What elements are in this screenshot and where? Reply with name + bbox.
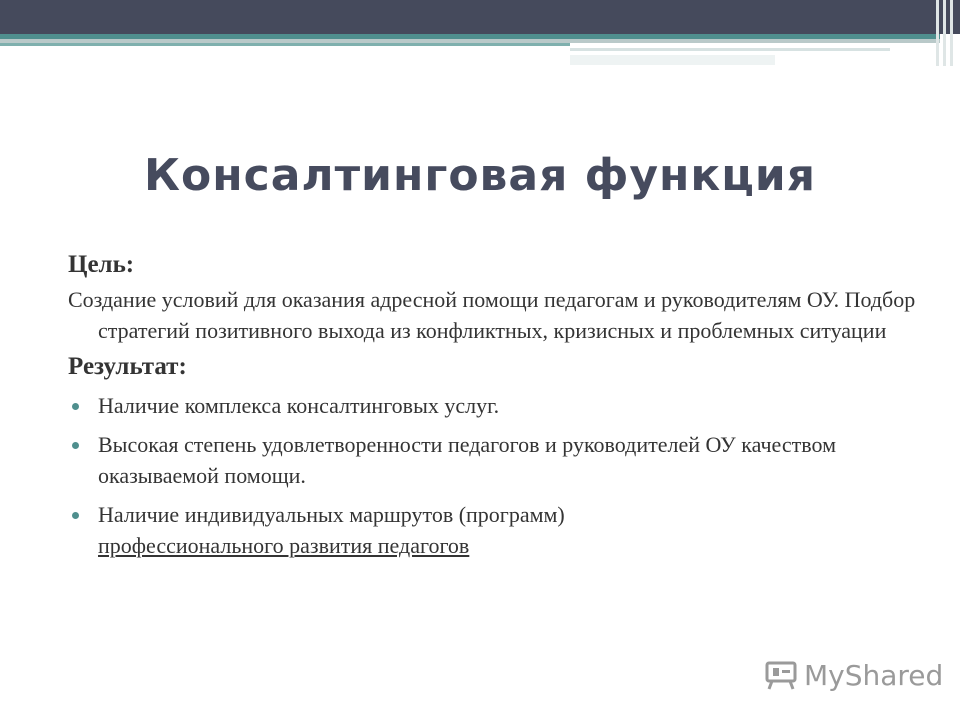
- list-item: [68, 499, 918, 561]
- bullet-icon: [72, 512, 79, 519]
- list-item: [68, 390, 918, 421]
- watermark-logo: [764, 655, 943, 695]
- goal-text: Создание условий для оказания адресной помощи педагогам и руководителям ОУ. Подбор стратегий позитивного выхода из конфликтных, кризисных и проблемных ситуации: [68, 287, 916, 343]
- header-band: [0, 0, 960, 34]
- goal-heading: Цель:: [68, 251, 135, 278]
- header-stripe: [570, 48, 890, 51]
- watermark-brand: MyShared: [804, 658, 944, 692]
- corner-lines: [932, 0, 960, 66]
- slide-title: Консалтинговая функция: [144, 150, 816, 201]
- header-stripe: [570, 55, 775, 65]
- header-stripe: [0, 43, 570, 46]
- result-heading: Результат:: [68, 353, 187, 380]
- bullet-icon: [72, 442, 79, 449]
- presentation-board-icon: [764, 658, 798, 692]
- list-item: [68, 429, 918, 491]
- list-item-text: Наличие комплекса консалтинговых услуг.: [98, 393, 500, 418]
- list-item-text: Высокая степень удовлетворенности педагогов и руководителей ОУ качеством оказываемой помощи.: [98, 432, 836, 488]
- list-item-underlined-text: профессионального развития педагогов: [98, 533, 470, 558]
- result-list: [68, 390, 918, 561]
- bullet-icon: [72, 403, 79, 410]
- slide-body: [68, 248, 918, 569]
- list-item-text: Наличие индивидуальных маршрутов (программ): [98, 502, 565, 527]
